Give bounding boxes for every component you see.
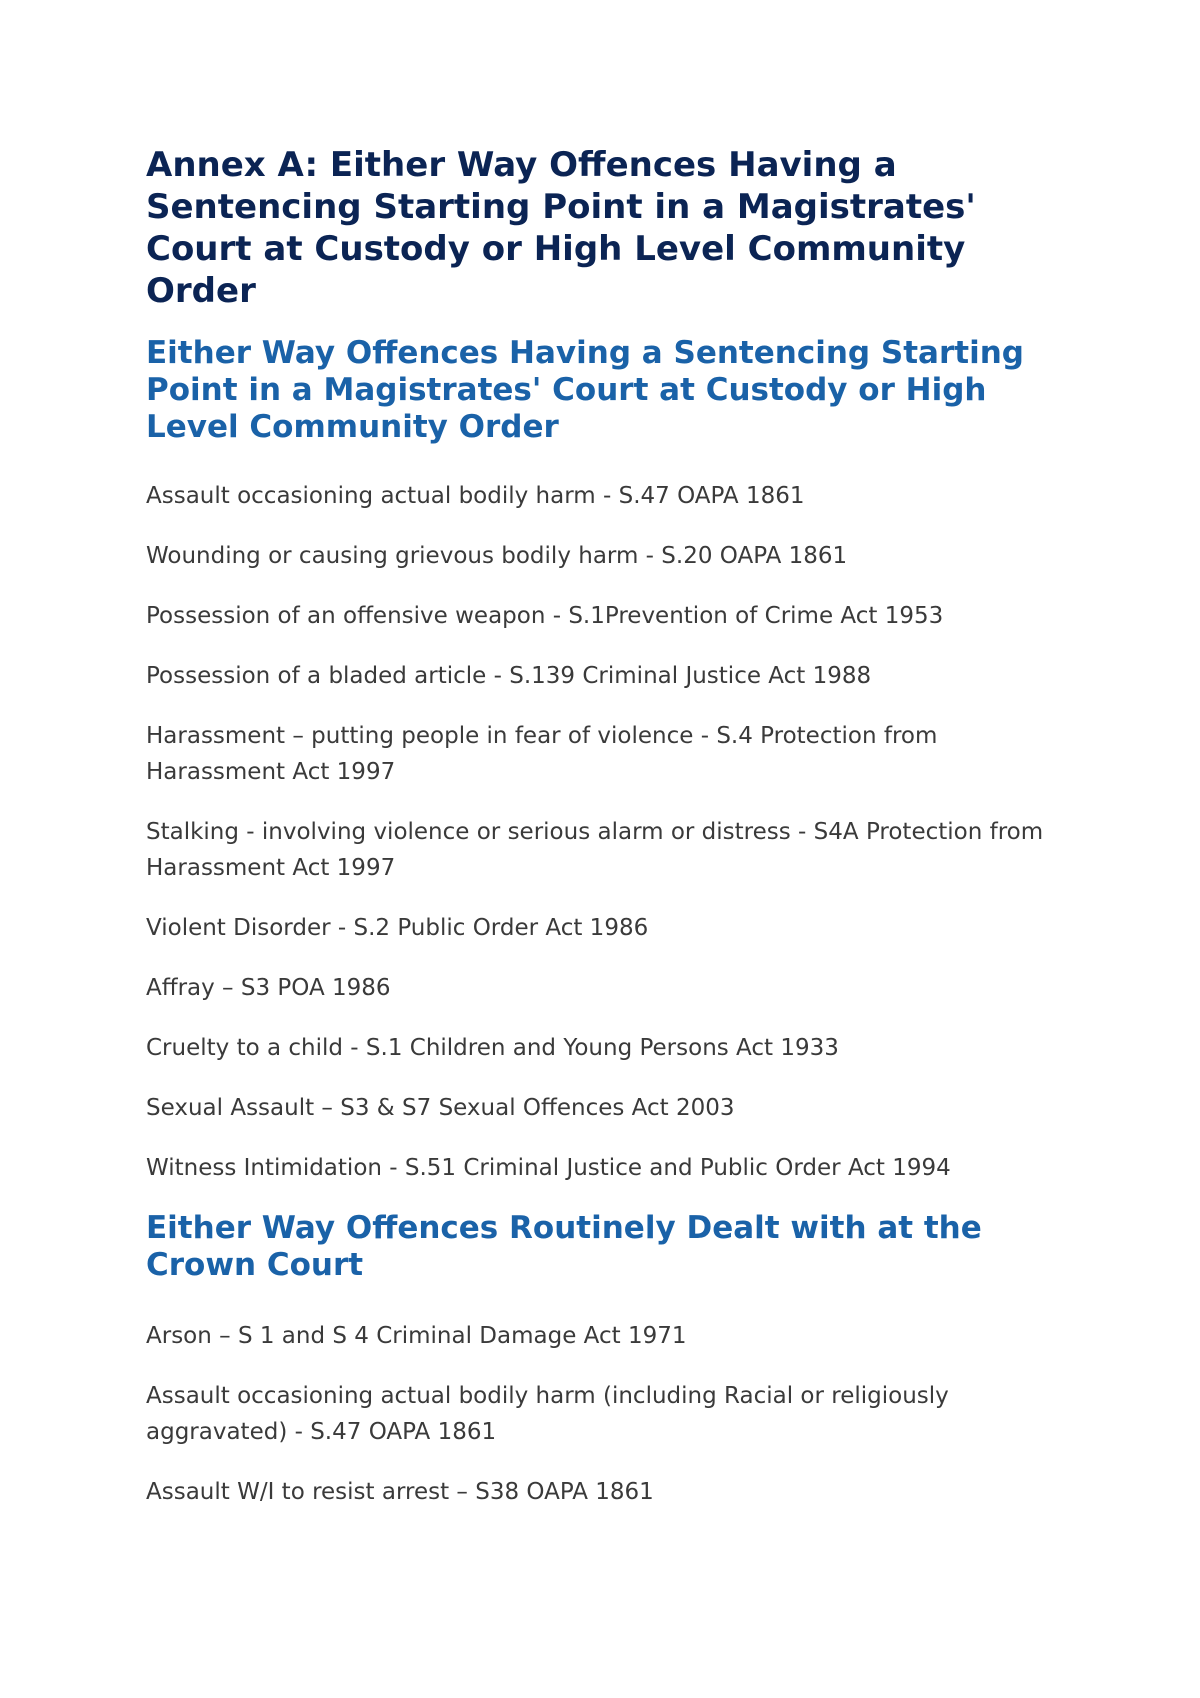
offence-list: [146, 1318, 1066, 1510]
list-item: Possession of a bladed article - S.139 Criminal Justice Act 1988: [146, 663, 872, 689]
document-title: Annex A: Either Way Offences Having a Sentencing Starting Point in a Magistrates' Court at Custody or High Level Community Order: [146, 145, 976, 311]
list-item: Harassment – putting people in fear of violence - S.4 Protection from Harassment Act 1997: [146, 723, 938, 785]
list-item: Possession of an offensive weapon - S.1Prevention of Crime Act 1953: [146, 603, 944, 629]
section-crown-court: [146, 1210, 1066, 1510]
list-item: Witness Intimidation - S.51 Criminal Justice and Public Order Act 1994: [146, 1155, 951, 1181]
list-item: Affray – S3 POA 1986: [146, 975, 391, 1001]
list-item: Violent Disorder - S.2 Public Order Act 1986: [146, 915, 649, 941]
section-heading: Either Way Offences Routinely Dealt with at the Crown Court: [146, 1210, 982, 1283]
list-item: Sexual Assault – S3 & S7 Sexual Offences Act 2003: [146, 1095, 735, 1121]
section-custody-starting-point: [146, 335, 1066, 1186]
list-item: Assault occasioning actual bodily harm - S.47 OAPA 1861: [146, 483, 805, 509]
document-page: [146, 144, 1066, 1534]
section-heading: Either Way Offences Having a Sentencing Starting Point in a Magistrates' Court at Custody or High Level Community Order: [146, 335, 1024, 445]
list-item: Stalking - involving violence or serious alarm or distress - S4A Protection from Harassment Act 1997: [146, 819, 1044, 881]
list-item: Assault W/I to resist arrest – S38 OAPA 1861: [146, 1479, 654, 1505]
list-item: Cruelty to a child - S.1 Children and Young Persons Act 1933: [146, 1035, 839, 1061]
list-item: Assault occasioning actual bodily harm (including Racial or religiously aggravated) - S.47 OAPA 1861: [146, 1383, 949, 1445]
list-item: Wounding or causing grievous bodily harm - S.20 OAPA 1861: [146, 543, 848, 569]
list-item: Arson – S 1 and S 4 Criminal Damage Act 1971: [146, 1323, 687, 1349]
offence-list: [146, 478, 1066, 1186]
